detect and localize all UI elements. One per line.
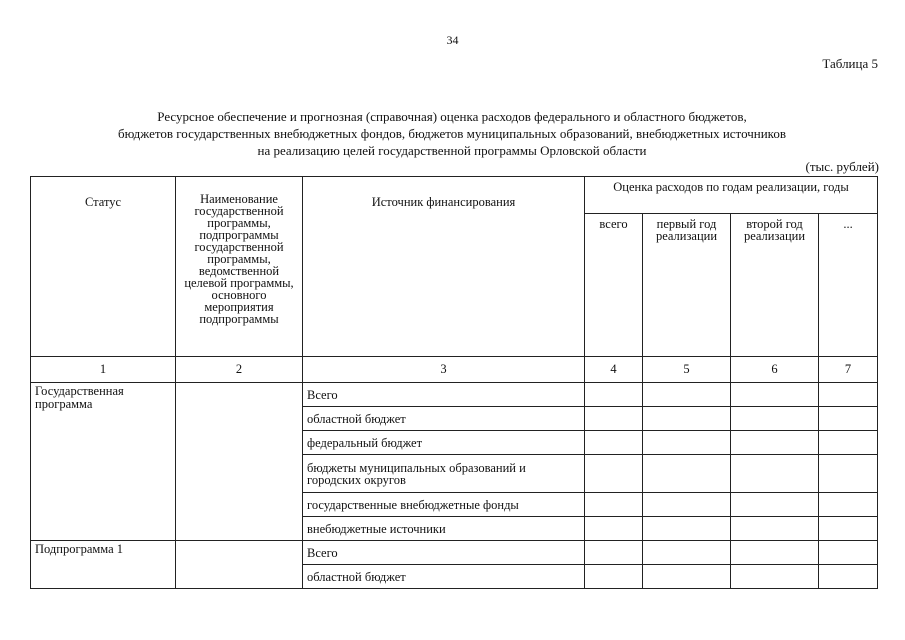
col-number: 1 <box>31 357 176 383</box>
value-cell <box>731 383 819 407</box>
value-cell <box>585 517 643 541</box>
col-number: 2 <box>176 357 303 383</box>
value-cell <box>731 517 819 541</box>
header-source: Источник финансирования <box>303 177 585 357</box>
name-cell <box>176 383 303 541</box>
value-cell <box>731 493 819 517</box>
status-cell: Подпрограмма 1 <box>31 541 176 589</box>
source-cell: областной бюджет <box>303 565 585 589</box>
header-status: Статус <box>31 177 176 357</box>
col-number: 7 <box>819 357 878 383</box>
table-row <box>31 383 878 407</box>
column-number-row <box>31 357 878 383</box>
table-title <box>40 108 864 159</box>
value-cell <box>643 407 731 431</box>
value-cell <box>731 407 819 431</box>
page-number: 34 <box>446 33 459 47</box>
col-number: 6 <box>731 357 819 383</box>
value-cell <box>819 383 878 407</box>
title-line: на реализацию целей государственной программы Орловской области <box>257 143 647 158</box>
name-cell <box>176 541 303 589</box>
col-number: 4 <box>585 357 643 383</box>
value-cell <box>819 565 878 589</box>
value-cell <box>585 493 643 517</box>
header-more: ... <box>819 214 878 357</box>
value-cell <box>585 541 643 565</box>
title-line: бюджетов государственных внебюджетных фондов, бюджетов муниципальных образований, внебюджетных источников <box>118 126 786 141</box>
value-cell <box>819 455 878 493</box>
value-cell <box>643 383 731 407</box>
value-cell <box>643 517 731 541</box>
value-cell <box>731 455 819 493</box>
value-cell <box>585 383 643 407</box>
value-cell <box>585 431 643 455</box>
value-cell <box>643 493 731 517</box>
units-note: (тыс. рублей) <box>805 159 879 174</box>
value-cell <box>819 517 878 541</box>
header-total: всего <box>585 214 643 357</box>
source-cell: федеральный бюджет <box>303 431 585 455</box>
source-cell: Всего <box>303 541 585 565</box>
value-cell <box>819 541 878 565</box>
source-cell: государственные внебюджетные фонды <box>303 493 585 517</box>
budget-table <box>30 176 878 589</box>
col-number: 5 <box>643 357 731 383</box>
value-cell <box>819 493 878 517</box>
source-cell: Всего <box>303 383 585 407</box>
header-year2: второй год реализации <box>731 214 819 357</box>
value-cell <box>819 431 878 455</box>
source-cell: бюджеты муниципальных образований и городских округов <box>303 455 585 493</box>
value-cell <box>731 565 819 589</box>
value-cell <box>585 565 643 589</box>
source-cell: областной бюджет <box>303 407 585 431</box>
table-row <box>31 541 878 565</box>
header-row <box>31 177 878 214</box>
header-year1: первый год реализации <box>643 214 731 357</box>
source-cell: внебюджетные источники <box>303 517 585 541</box>
table-label: Таблица 5 <box>822 56 878 71</box>
status-cell: Государственная программа <box>31 383 176 541</box>
value-cell <box>643 565 731 589</box>
value-cell <box>643 455 731 493</box>
value-cell <box>585 455 643 493</box>
value-cell <box>731 431 819 455</box>
header-name: Наименование государственной программы, подпрограммы государственной программы, ведомственной целевой программы, основного мероприятия подпрограммы <box>176 177 303 357</box>
title-line: Ресурсное обеспечение и прогнозная (справочная) оценка расходов федерального и областного бюджетов, <box>157 109 747 124</box>
col-number: 3 <box>303 357 585 383</box>
value-cell <box>731 541 819 565</box>
value-cell <box>643 541 731 565</box>
header-estimate-group: Оценка расходов по годам реализации, годы <box>585 177 878 214</box>
value-cell <box>643 431 731 455</box>
value-cell <box>819 407 878 431</box>
value-cell <box>585 407 643 431</box>
